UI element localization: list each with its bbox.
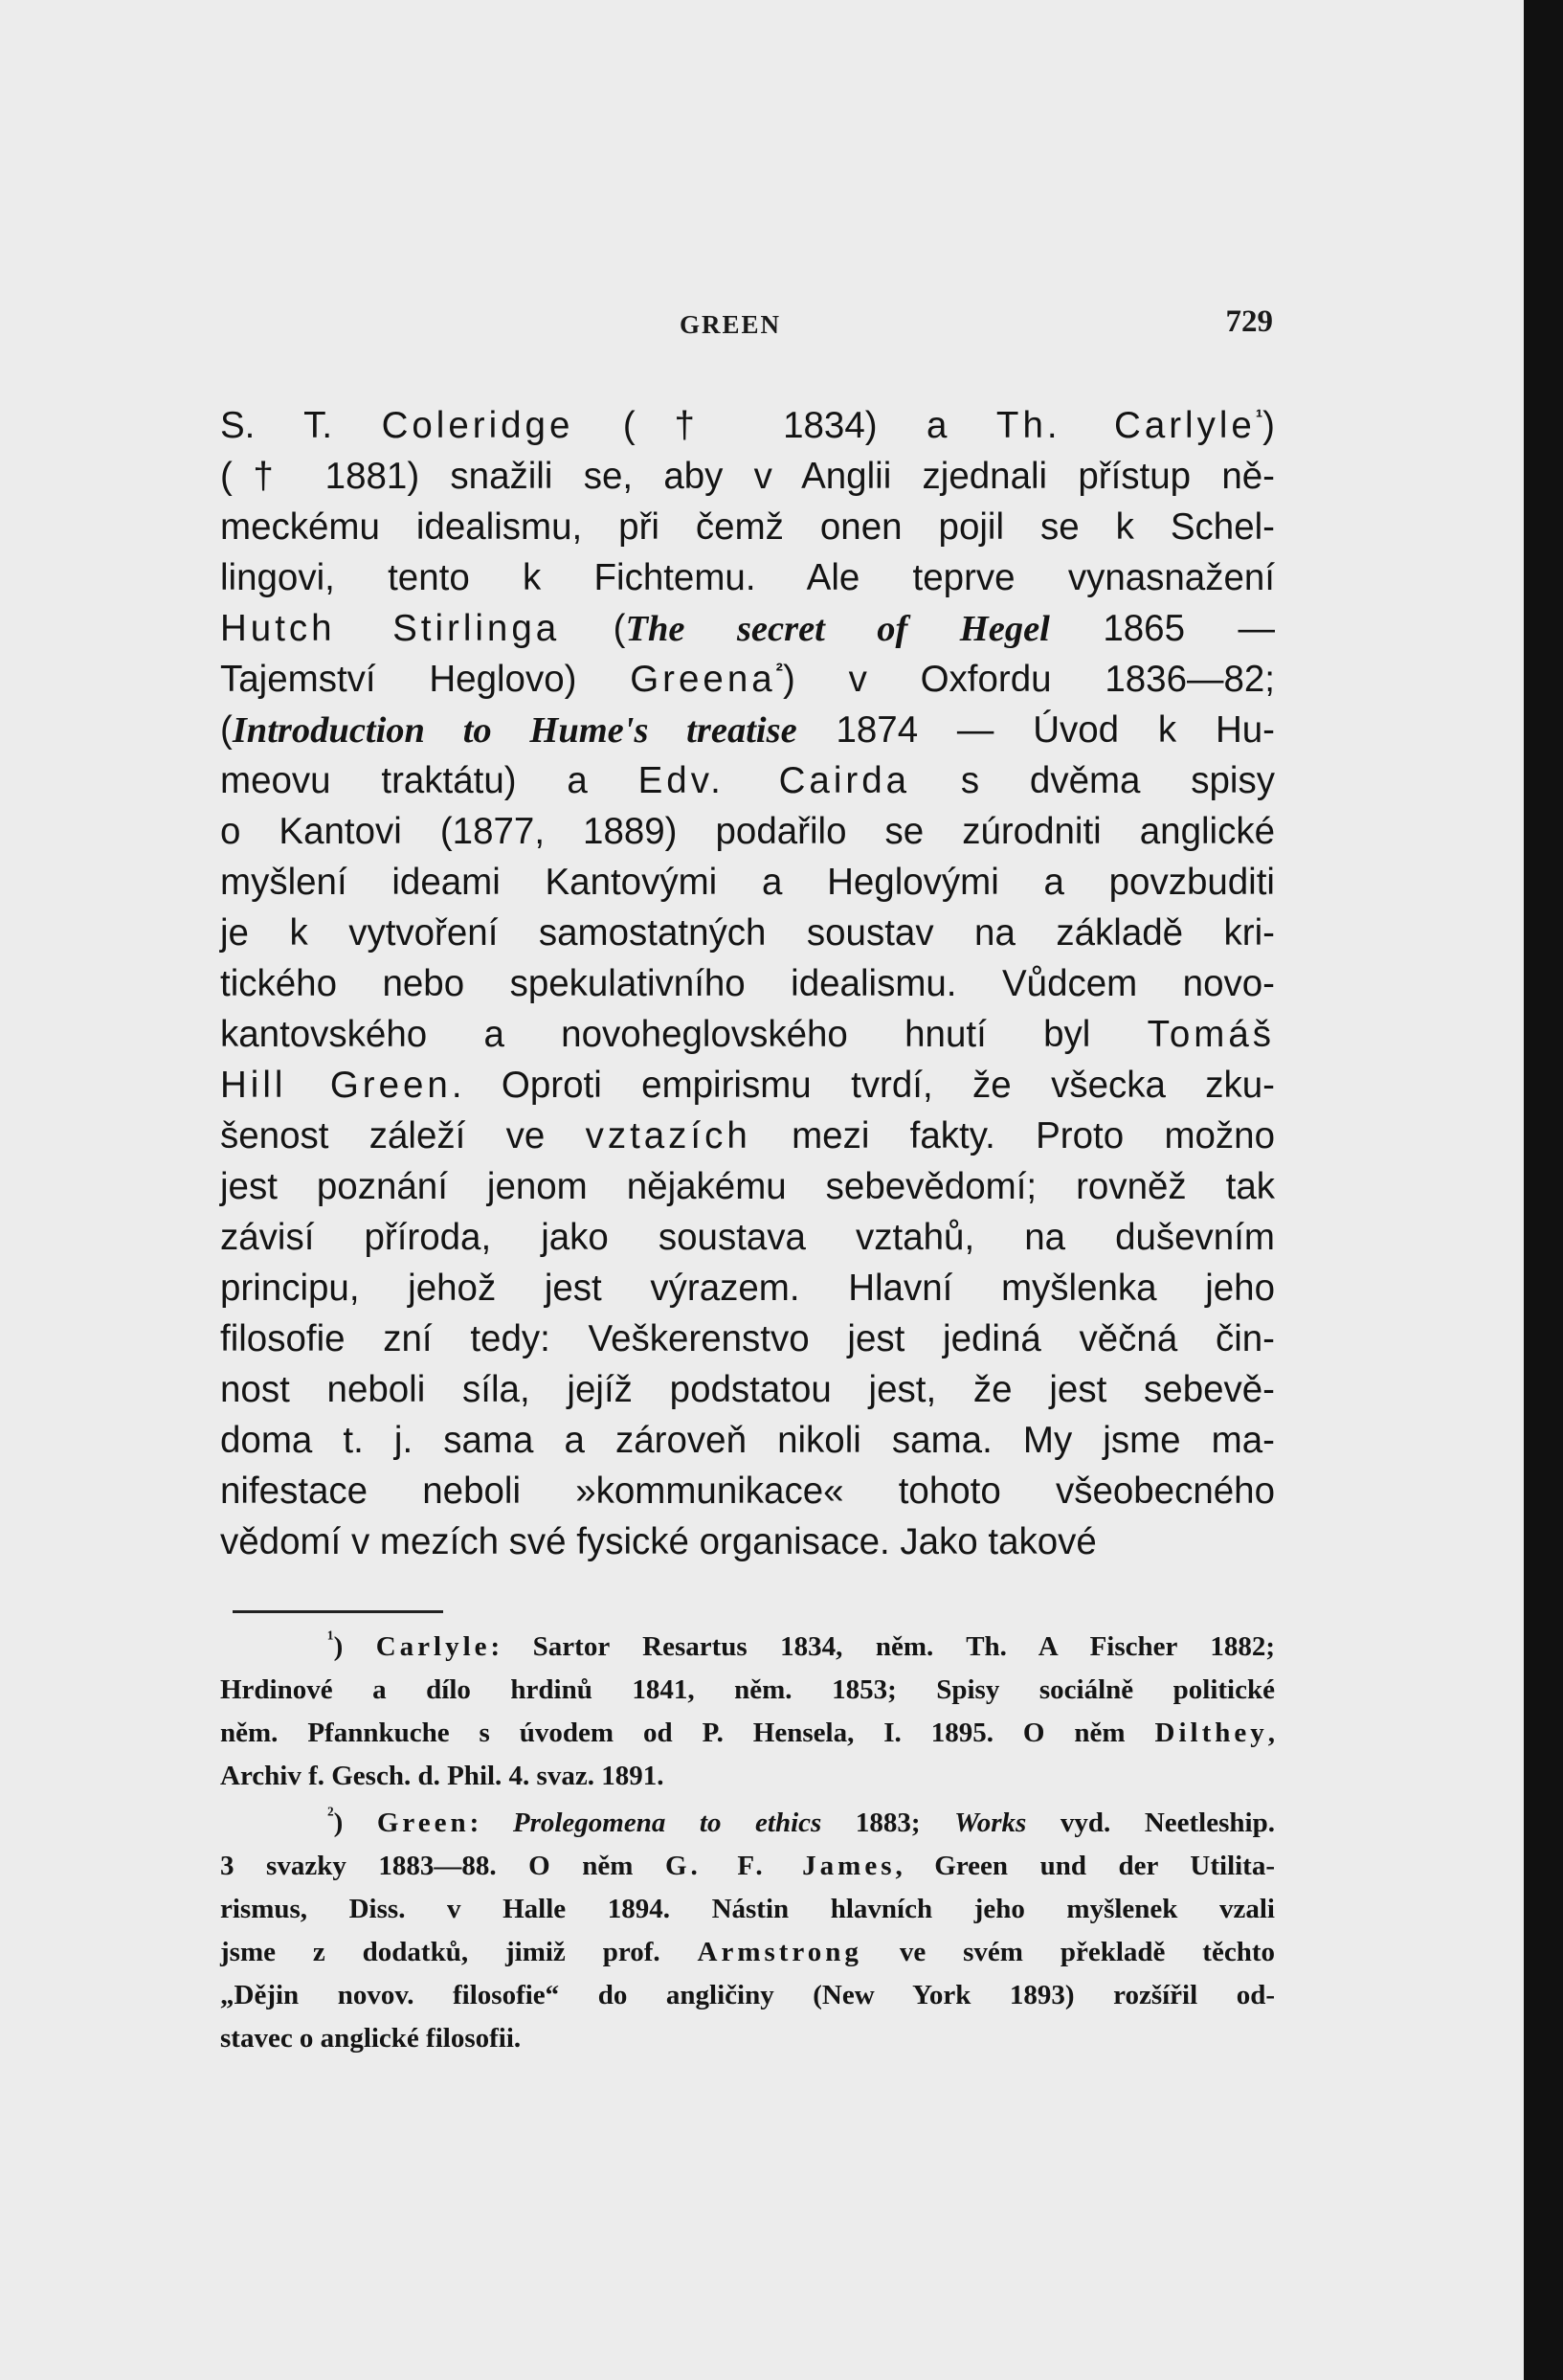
text-line: o Kantovi (1877, 1889) podařilo se zúrodniti anglické [220, 811, 1275, 852]
text-line: $^{^2}$) Green: Prolegomena to ethics 1883; Works vyd. Neetleship. [327, 1802, 1275, 1838]
text-line: závisí příroda, jako soustava vztahů, na duševním [220, 1217, 1275, 1258]
text-line: kantovského a novoheglovského hnutí byl Tomáš [220, 1014, 1275, 1055]
text-line: $^{^1}$) Carlyle: Sartor Resartus 1834, něm. Th. A Fischer 1882; [327, 1626, 1275, 1662]
text-line: Hutch Stirlinga (The secret of Hegel 1865 — [220, 608, 1275, 649]
text-line: 3 svazky 1883—88. O něm G. F. James, Green und der Utilita- [220, 1851, 1275, 1881]
footnote-marker: ¹ [327, 1626, 334, 1650]
footnotes [220, 1626, 1275, 2064]
footnote-divider [233, 1610, 443, 1613]
text-line: Tajemství Heglovo) Greena$^{^2}$) v Oxfordu 1836—82; [220, 659, 1276, 700]
text-line: nifestace neboli »kommunikace« tohoto všeobecného [220, 1471, 1275, 1512]
footnote-1 [220, 1626, 1275, 1798]
text-line: je k vytvoření samostatných soustav na základě kri- [220, 912, 1275, 954]
book-title: The secret of Hegel [625, 609, 1050, 649]
text-line: nost neboli síla, jejíž podstatou jest, že jest sebevě- [220, 1369, 1275, 1410]
footnote-ref: ² [775, 659, 783, 684]
text-line: jsme z dodatků, jimiž prof. Armstrong ve svém překladě těchto [220, 1937, 1275, 1967]
text-line: († 1881) snažili se, aby v Anglii zjednali přístup ně- [220, 456, 1275, 497]
footnote-ref: ¹ [1255, 405, 1263, 430]
text-line: stavec o anglické filosofii. [220, 2023, 522, 2054]
text-line: (Introduction to Hume's treatise 1874 — Úvod k Hu- [220, 709, 1275, 751]
book-title: Introduction to Hume's treatise [232, 710, 797, 751]
text-line: principu, jehož jest výrazem. Hlavní myšlenka jeho [220, 1268, 1275, 1309]
text-line: jest poznání jenom nějakému sebevědomí; rovněž tak [220, 1166, 1275, 1207]
text-line: S. T. Coleridge († 1834) a Th. Carlyle$^{^1}$) [220, 405, 1275, 446]
text-line: meckému idealismu, při čemž onen pojil se k Schel- [220, 506, 1275, 548]
footnote-2 [220, 1802, 1275, 2060]
footnote-marker: ² [327, 1802, 334, 1827]
text-line: lingovi, tento k Fichtemu. Ale teprve vynasnažení [220, 557, 1275, 598]
text-line: myšlení ideami Kantovými a Heglovými a povzbuditi [220, 862, 1275, 903]
text-line: Archiv f. Gesch. d. Phil. 4. svaz. 1891. [220, 1761, 664, 1791]
running-head: GREEN [680, 310, 782, 339]
text-line: Hill Green. Oproti empirismu tvrdí, že všecka zku- [220, 1065, 1276, 1106]
text-line: „Dějin novov. filosofie“ do angličiny (New York 1893) rozšířil od- [220, 1980, 1275, 2010]
text-line: něm. Pfannkuche s úvodem od P. Hensela, I. 1895. O něm Dilthey, [220, 1718, 1275, 1748]
text-line: šenost záleží ve vztazích mezi fakty. Proto možno [220, 1115, 1276, 1156]
text-line: filosofie zní tedy: Veškerenstvo jest jediná věčná čin- [220, 1318, 1275, 1359]
text-line: Hrdinové a dílo hrdinů 1841, něm. 1853; Spisy sociálně politické [220, 1674, 1275, 1705]
text-line: vědomí v mezích své fysické organisace. Jako takové [220, 1521, 1097, 1562]
text-line: tického nebo spekulativního idealismu. Vůdcem novo- [220, 963, 1275, 1004]
page-number: 729 [1225, 304, 1273, 339]
page-header [220, 304, 1273, 352]
text-line: doma t. j. sama a zároveň nikoli sama. My jsme ma- [220, 1420, 1275, 1461]
body-paragraph [220, 400, 1275, 1567]
text-line: meovu traktátu) a Edv. Cairda s dvěma spisy [220, 760, 1275, 801]
scan-edge [1524, 0, 1563, 2380]
text-line: rismus, Diss. v Halle 1894. Nástin hlavních jeho myšlenek vzali [220, 1894, 1275, 1924]
